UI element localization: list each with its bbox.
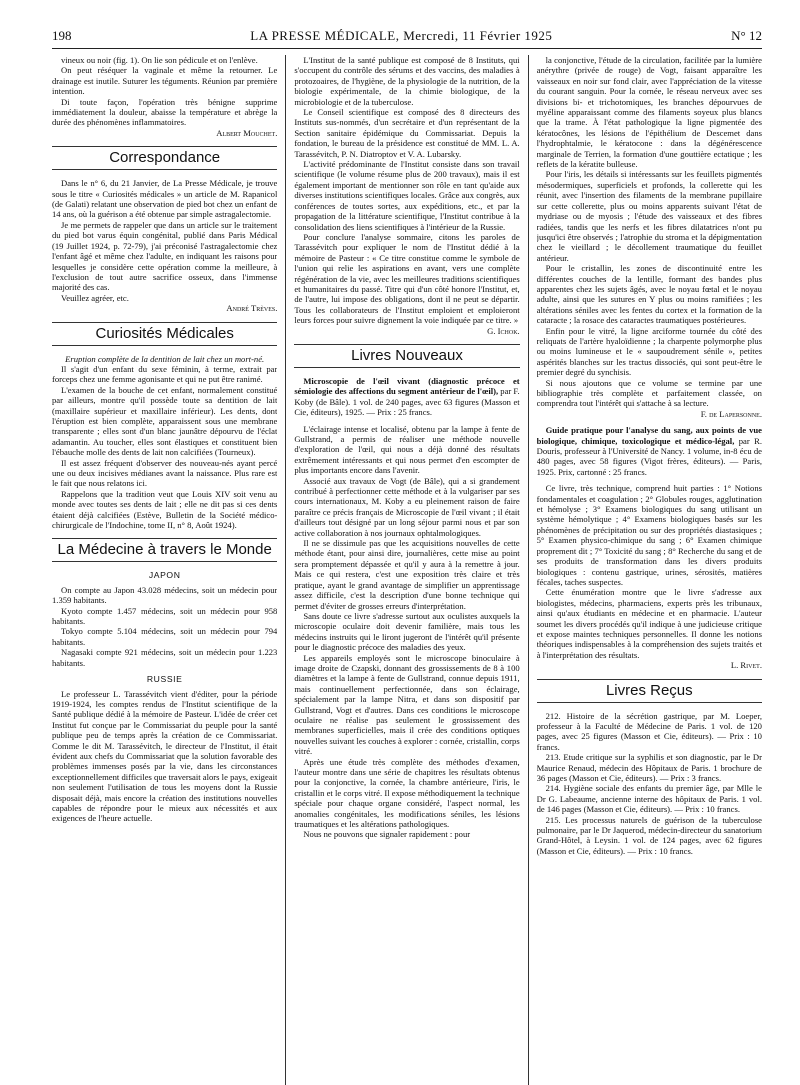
author-signature: F. de Lapersonne. (700, 408, 762, 419)
subhead-russie: RUSSIE (146, 674, 183, 685)
paragraph: Si nous ajoutons que ce volume se termine par une bibliographie très complète et parfaitement classée, on comprendra tout l'intérêt qui s'attache à sa lecture. (536, 377, 762, 409)
book-title: Microscopie de l'œil vivant (diagnostic précoce et sémiologie des affections du segment antérieur de l'œil), (294, 375, 520, 397)
article-subtitle: Eruption complète de la dentition de lait chez un mort-né. (65, 353, 265, 364)
page-header (52, 28, 762, 49)
column-3 (537, 55, 762, 1085)
paragraph: Pour conclure l'analyse sommaire, citons les paroles de Tarassévitch pour expliquer le nom de l'Institut dédié à la mémoire de Pasteur : « Ce titre constitue comme le symbole de l'union qui relie les aspirations en avant, vers une complète régénération de la vie, avec les meilleures traditions scientifiques et humanitaires du passé. Titre qui d'un côté honore l'Institut, et, de l'autre, lui impose des obligations, dont il ne peut se départir. Tous les collaborateurs de l'Institut emploient et emploieront leurs forces pour suivre dignement la voie indiquée par ce titre. » (294, 231, 520, 326)
paragraph: Après une étude très complète des méthodes d'examen, l'auteur montre dans une série de chapitres les résultats obtenus pour la conjonctive, la cornée, la chambre antérieure, l'iris, le cristallin et le corps vitré. Il expose méthodiquement la technique spéciale pour chaque organe considéré, l'aspect normal, les anomalies congénitales, les modifications séniles, les lésions traumatiques et les altérations pathologiques. (294, 756, 520, 830)
paragraph: Il ne se dissimule pas que les acquisitions nouvelles de cette méthode étant, pour ainsi dire, journalières, cette mise au point sera promptement dépassée et qu'il y aura à la remettre à jour. Mais ce qui restera, c'est une exposition très claire et très pratique, ayant le grand avantage de simplifier un apprentissage assez difficile, c'est la description d'une bonne technique qui permet d'éviter de grosses erreurs d'interprétation. (294, 538, 520, 611)
paragraph: Associé aux travaux de Vogt (de Bâle), qui a si grandement contribué à perfectionner cette méthode et à la vulgariser par ses cours internationaux, M. Koby a eu pleinement raison de faire paraître ce précis français de Microscopie de l'œil vivant ; il était d'ailleurs tout désigné par un long séjour parmi nous et par son active collaboration à nos journaux ophtalmologiques. (294, 475, 520, 538)
book-reference: par F. Koby (de Bâle). 1 vol. de 240 pages, avec 63 figures (Masson et Cie, éditeurs), 1925. — Prix : 25 francs. (294, 386, 520, 418)
column-divider (285, 55, 286, 1085)
column-1 (52, 55, 277, 1085)
author-signature: Albert Mouchet. (216, 127, 278, 138)
column-2 (294, 55, 519, 1085)
paragraph: L'activité prédominante de l'Institut consiste dans son travail scientifique (le volume résume plus de 200 travaux), mais il est également important de mentionner son rôle en tant qu'aide aux diverses institutions scientifiques locales. Grâce aux congrès, aux conférences de toutes sortes, aux expéditions, etc., et par la propagation de la littérature scientifique, l'Institut contribue à la consolidation des liens scientifiques à l'intérieur de la Russie. (294, 159, 520, 232)
page-number: 198 (52, 28, 72, 43)
paragraph: Dans le n° 6, du 21 Janvier, de La Presse Médicale, je trouve sous le titre « Curiosités médicales » un article de M. Rapanicol (de Galati) relatant une observation de pied bot chez un enfant de 14 ans, où la guérison a été obtenue par simple astragalectomie. (52, 178, 278, 220)
paragraph: Nagasaki compte 921 médecins, soit un médecin pour 1.223 habitants. (52, 647, 278, 668)
paragraph: Cette énumération montre que le livre s'adresse aux biologistes, médecins, pharmaciens, experts près les tribunaux, ainsi qu'aux étudiants en médecine et en pharmacie. L'auteur soumet les divers procédés qu'il indique à une judicieuse critique et expose maintes techniques personnelles. Il donne les notions théoriques indispensables à la compréhension des sujets traités et à l'interprétation des résultats. (536, 587, 762, 660)
paragraph: Kyoto compte 1.457 médecins, soit un médecin pour 958 habitants. (52, 605, 278, 627)
paragraph: Nous ne pouvons que signaler rapidement : pour (303, 829, 471, 840)
paragraph: Sans doute ce livre s'adresse surtout aux oculistes auxquels la microscopie oculaire doit devenir familière, mais tous les médecins instruits qui le liront jugeront de l'intérêt qu'il présente pour le diagnostic précoce des maladies des yeux. (294, 610, 520, 653)
section-title-monde: La Médecine à travers le Monde (52, 538, 277, 562)
paragraph: On compte au Japon 43.028 médecins, soit un médecin pour 1.359 habitants. (52, 584, 278, 606)
author-signature: André Trèves. (226, 303, 278, 314)
book-entry (537, 425, 762, 477)
subhead-japon: JAPON (148, 570, 181, 581)
paragraph: la conjonctive, l'étude de la circulation, facilitée par la lumière anérythre (privée de rouge) de Vogt, faisant apparaître les vaisseaux en noir sur fond clair, avec l'appréciation de la vitesse du courant sanguin. Pour la cornée, le réseau nerveux avec ses divisions bi- et trichotomiques, les branches dépourvues de myéline apparaissant comme des filaments soyeux plus blancs que la trame. À l'état pathologique la ligne pigmentée des kératocônes, les lésions de l'épithélium de Descemet dans l'hydrophtalmie, le kératocone : dans la dégénérescence marginale de Terrien, la formation d'une gouttière ectatique ; les reflets de la kératite bulleuse. (536, 55, 762, 170)
book-entry (294, 376, 519, 418)
paragraph: Pour l'iris, les détails si intéressants sur les feuillets pigmentés mésodermiques, superficiels et profonds, la collerette qui les réunit, avec l'insertion des filaments de la membrane pupillaire sur cette collerette, plus ou moins apparents suivant l'état de mydriase ou de myosis ; l'étude des vaisseaux et des fibres radiées, tandis que les nerfs et les fibres dilatatrices n'ont pu jusqu'ici être observés ; l'atrophie du stroma et la dépigmentation chez le vieillard ; le décollement traumatique du feuillet antérieur. (536, 169, 762, 263)
paragraph: L'Institut de la santé publique est composé de 8 Instituts, qui s'occupent du contrôle des sérums et des vaccins, des maladies à protozoaires, de l'hygiène, de la physiologie de la nutrition, de la biologie expérimentale, de la chimie biologique, de la microbiologie et de la tuberculose. (294, 55, 520, 107)
columns (52, 55, 762, 1085)
section-title-curiosites: Curiosités Médicales (52, 322, 277, 346)
paragraph: Il est assez fréquent d'observer des nouveau-nés ayant percé une ou deux incisives médianes avant la naissance. Plus rare est le fait que nous relatons ici. (52, 457, 278, 489)
paragraph: L'examen de la bouche de cet enfant, normalement constitué par ailleurs, montre qu'il possède toute sa dentition de lait (maxillaire supérieur et maxillaire inférieur). Les dents, dont l'éruption est bien complète, apparaissent sous une membrane transparente ; elles sont d'un blanc jaunâtre dépourvu de l'éclat adamantin. Au toucher, elles sont élastiques et constituent bien l'ébauche molle des dents de lait non calcifiées (Tourneux). (52, 384, 278, 458)
paragraph: Les appareils employés sont le microscope binoculaire à image droite de Czapski, donnant des grossissements de 8 à 100 diamètres et la lampe à fente de Gullstrand, connue depuis 1911, mais continuellement perfectionnée, dans son éclairage, spécialement par la lampe Nitra, et dans son dispositif par Gullstrand, Vogt et d'autres. Dans ces conditions le microscope oculaire ne réalise pas seulement le grossissement des membranes superficielles, mais il crée des conditions optiques nouvelles suivant les couches à explorer : cornée, cristallin, corps vitré. (294, 652, 520, 757)
section-title-livres-nouveaux: Livres Nouveaux (294, 344, 519, 368)
publication-title: LA PRESSE MÉDICALE, Mercredi, 11 Février 1925 (250, 28, 553, 43)
author-signature: G. Ichok. (487, 325, 520, 336)
paragraph: Je me permets de rappeler que dans un article sur le traitement du pied bot varus équin congénital, publié dans Paris Médical (19 Juillet 1924, p. 72-79), j'ai préconisé l'astragalectomie chez l'enfant âgé et même chez l'adulte, en indiquant les raisons pour lesquelles je considère cette opération comme la meilleure, à l'exclusion de tout autre sacrifice osseux, dans l'immense majorité des cas. (52, 219, 278, 293)
paragraph: On peut réséquer la vaginale et même la retourner. Le drainage est inutile. Suturer les téguments. Réunion par première intention. (52, 65, 278, 97)
paragraph: Il s'agit d'un enfant du sexe féminin, à terme, extrait par forceps chez une femme agonisante et qui ne put être ranimé. (52, 363, 278, 385)
column-divider (528, 55, 529, 1085)
author-signature: L. Rivet. (730, 660, 762, 671)
issue-number: N° 12 (731, 28, 762, 43)
section-title-livres-recus: Livres Reçus (537, 679, 762, 703)
paragraph: Tokyo compte 5.104 médecins, soit un médecin pour 794 habitants. (52, 626, 278, 647)
section-title-correspondance: Correspondance (52, 146, 277, 170)
received-book-entry: 215. Les processus naturels de guérison de la tuberculose pulmonaire, par le Dr Jaquerod, médecin-directeur du sanatorium Grand-Hôtel, à Leysin. 1 vol. de 124 pages, avec 62 figures (Masson et Cie, éditeurs). — Prix : 10 francs. (536, 814, 762, 856)
paragraph: vineux ou noir (fig. 1). On lie son pédicule et on l'enlève. (61, 55, 258, 65)
received-book-entry: 213. Etude critique sur la syphilis et son diagnostic, par le Dr Maurice Renaud, médecin des Hôpitaux de Paris. 1 brochure de 36 pages (Masson et Cie, éditeurs). — Prix : 3 francs. (536, 752, 762, 783)
paragraph: Pour le cristallin, les zones de discontinuité entre les différentes couches de la lentille, formant des bandes plus apparentes chez les sujets âgés, avec le noyau fœtal et le noyau adulte, ainsi que les sutures en Y plus ou moins ramifiées ; les altérations séniles avec les fentes du cortex et la formation de la cataracte ; la rosace des cataractes traumatiques postérieures. (536, 263, 762, 326)
paragraph: L'éclairage intense et localisé, obtenu par la lampe à fente de Gullstrand, a permis de réaliser une méthode nouvelle d'exploration de l'œil, qui nous a déjà donné des résultats extrêmement intéressants et qui nous permet d'en escompter de plus importants encore dans l'avenir. (294, 423, 520, 476)
paragraph: Le Conseil scientifique est composé des 8 directeurs des Instituts sus-nommés, d'un secrétaire et d'un représentant de la Section sanitaire épidémique du Commissariat. Depuis la fondation, le bureau de la présidence est constitué de MM. L. A. Tarassévitch, P. N. Diatroptov et V. A. Lubarsky. (294, 107, 520, 159)
paragraph: Enfin pour le vitré, la ligne arciforme tournée du côté des reliquats de l'artère hyaloïdienne ; la charpente polymorphe plus ou moins lumineuse et le « saupoudrement sénile », petites aspérités blanches sur les tractus dissociés, qui sont peut-être le premier degré du synchisis. (536, 325, 762, 378)
book-reference: par R. Douris, professeur à l'Université de Nancy. 1 volume, in-8 écu de 480 pages, avec 58 figures (Vigot frères, éditeurs). — Paris, 1925. Prix, cartonné : 25 francs. (536, 435, 762, 477)
paragraph: Rappelons que la tradition veut que Louis XIV soit venu au monde avec toutes ses dents de lait ; elle ne dit pas si ces dents étaient déjà calcifiées (Estève, Bulletin de la Société médico-chirurgicale de l'Indochine, tome II, n° 8, Août 1924). (52, 488, 278, 531)
received-book-entry: 214. Hygiène sociale des enfants du premier âge, par Mlle le Dr G. Labeaume, ancienne interne des hôpitaux de Paris. 1 vol. de 146 pages (Masson et Cie, éditeurs). — Prix : 10 francs. (536, 783, 762, 815)
paragraph: Di toute façon, l'opération très bénigne supprime immédiatement la douleur, abaisse la température et abrège la durée des phénomènes inflammatoires. (52, 96, 278, 128)
paragraph: Le professeur L. Tarassévitch vient d'éditer, pour la période 1919-1924, les comptes rendus de l'Institut scientifique de la Santé publique dédié à la mémoire de Pasteur. L'idée de créer cet Institut fut conçue par le Commissariat du peuple pour la santé publique peu de temps après la création de ce Commissariat. Comme le dit M. Tarassévitch, le directeur de l'Institut, il était évident aux chefs du Commissariat que la solution favorable des problèmes immenses posés par la vie, dans les circonstances exceptionnellement difficiles que traversait alors le pays, exigeait non seulement l'utilisation de tous les moyens dont la Russie disposait déjà, mais encore la création des institutions nouvelles capables de répondre pour le mieux aux nécessités et aux exigences de l'heure actuelle. (52, 688, 278, 824)
paragraph: Ce livre, très technique, comprend huit parties : 1° Notions fondamentales et coagulation ; 2° Globules rouges, agglutination et hémolyse ; 3° Examens biologiques du sang utilisant un système hémolytique ; 4° Examens biologiques basés sur les phénomènes de précipitation ou sur des propriétés diastasiques ; 5° Examen physico-chimique du sang ; 6° Examen chimique proprement dit ; 7° Toxicité du sang ; 8° Recherche du sang et de ses produits de transformation dans les divers produits biologiques : contenu gastrique, urines, sérosités, matières fécales, taches suspectes. (536, 483, 762, 587)
book-title: Guide pratique pour l'analyse du sang, aux points de vue biologique, chimique, toxicologique et médico-légal, (536, 425, 762, 446)
received-book-entry: 212. Histoire de la sécrétion gastrique, par M. Loeper, professeur à la Faculté de Médecine de Paris. 1 vol. de 120 pages, avec 25 figures (Masson et Cie, éditeurs). — Prix : 10 francs. (536, 710, 762, 752)
paragraph: Veuillez agréer, etc. (61, 292, 129, 303)
